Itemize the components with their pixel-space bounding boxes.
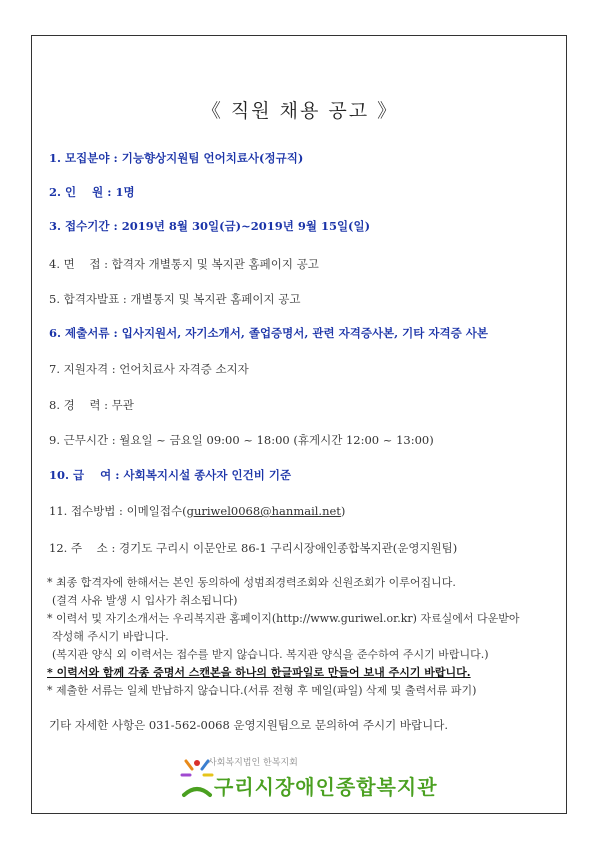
note-line: * 제출한 서류는 일체 반납하지 않습니다.(서류 전형 후 메일(파일) 삭제 및 출력서류 파기) xyxy=(47,684,477,697)
email-link[interactable]: guriwel0068@hanmail.net xyxy=(186,504,341,518)
item-application-period: 3. 접수기간 : 2019년 8월 30일(금)~2019년 9월 15일(일) xyxy=(49,219,371,233)
item-headcount: 2. 인 원 : 1명 xyxy=(49,185,135,199)
item-required-documents: 6. 제출서류 : 입사지원서, 자기소개서, 졸업증명서, 관련 자격증사본, 기타 자격증 사본 xyxy=(49,326,488,340)
logo-subtitle: 사회복지법인 한복지회 xyxy=(208,758,298,768)
item-interview: 4. 면 접 : 합격자 개별통지 및 복지관 홈페이지 공고 xyxy=(49,257,319,271)
item-address: 12. 주 소 : 경기도 구리시 이문안로 86-1 구리시장애인종합복지관(운영지원팀) xyxy=(49,541,458,555)
note-line: 작성해 주시기 바랍니다. xyxy=(52,630,169,643)
item-recruitment-field: 1. 모집분야 : 기능향상지원팀 언어치료사(정규직) xyxy=(49,151,304,165)
note-line: * 최종 합격자에 한해서는 본인 동의하에 성범죄경력조회와 신원조회가 이루어집니다. xyxy=(47,576,456,589)
note-line: (복지관 양식 외 이력서는 접수를 받지 않습니다. 복지관 양식을 준수하여 주시기 바랍니다.) xyxy=(52,648,489,661)
logo-name: 구리시장애인종합복지관 xyxy=(214,775,438,799)
note-line: (결격 사유 발생 시 입사가 취소됩니다) xyxy=(52,594,238,607)
item-result-announcement: 5. 합격자발표 : 개별통지 및 복지관 홈페이지 공고 xyxy=(49,292,301,306)
item-working-hours: 9. 근무시간 : 월요일 ~ 금요일 09:00 ~ 18:00 (휴게시간 12:00 ~ 13:00) xyxy=(49,433,434,447)
contact-info: 기타 자세한 사항은 031-562-0068 운영지원팀으로 문의하여 주시기 바랍니다. xyxy=(49,718,449,732)
item-salary: 10. 급 여 : 사회복지시설 종사자 인건비 기준 xyxy=(49,468,292,482)
item-qualification: 7. 지원자격 : 언어치료사 자격증 소지자 xyxy=(49,362,249,376)
item-experience: 8. 경 력 : 무관 xyxy=(49,398,134,412)
note-line-emphasis: * 이력서와 함께 각종 증명서 스캔본을 하나의 한글파일로 만들어 보내 주시기 바랍니다. xyxy=(47,666,471,679)
organization-logo xyxy=(180,755,438,805)
item-application-method: 11. 접수방법 : 이메일접수(guriwel0068@hanmail.net) xyxy=(49,504,346,518)
note-line: * 이력서 및 자기소개서는 우리복지관 홈페이지(http://www.guriwel.or.kr) 자료실에서 다운받아 xyxy=(47,612,520,625)
notice-title: 《 직원 채용 공고 》 xyxy=(201,100,399,122)
